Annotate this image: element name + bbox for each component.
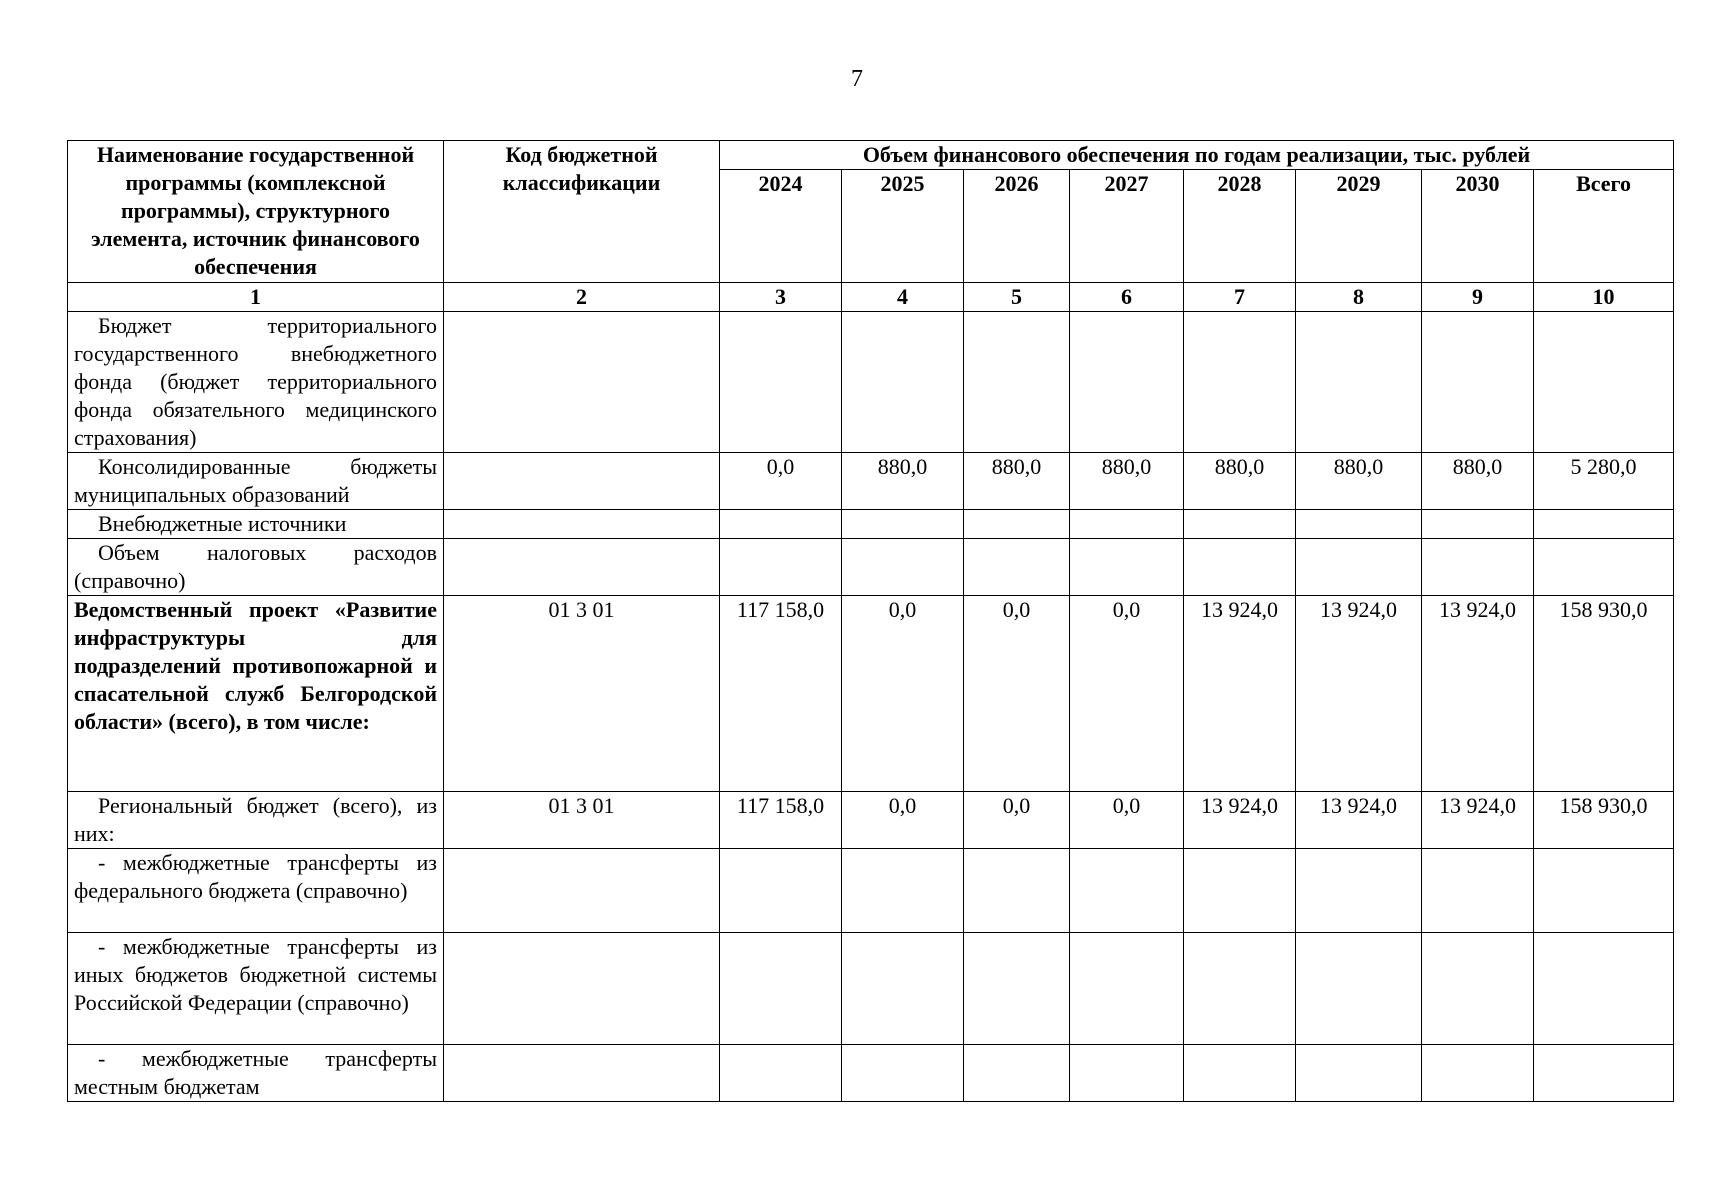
row-year-value [1184, 933, 1296, 1045]
row-year-value [1070, 849, 1184, 933]
header-year: 2029 [1296, 170, 1422, 283]
row-code: 01 3 01 [444, 596, 720, 792]
column-number: 3 [720, 283, 842, 312]
row-year-value [1070, 510, 1184, 539]
row-year-value [720, 539, 842, 596]
row-name: - межбюджетные трансферты из федерального бюджета (справочно) [68, 849, 444, 933]
header-year: 2027 [1070, 170, 1184, 283]
row-year-value [964, 539, 1070, 596]
column-number: 5 [964, 283, 1070, 312]
row-total-value [1534, 1045, 1674, 1102]
row-year-value [842, 1045, 964, 1102]
row-year-value: 880,0 [1070, 453, 1184, 510]
column-number: 8 [1296, 283, 1422, 312]
header-year: 2030 [1422, 170, 1534, 283]
table-row [68, 792, 1674, 849]
row-name: - межбюджетные трансферты местным бюджетам [68, 1045, 444, 1102]
table-row [68, 933, 1674, 1045]
row-year-value [1070, 933, 1184, 1045]
header-year: 2025 [842, 170, 964, 283]
row-name: Внебюджетные источники [68, 510, 444, 539]
table-row [68, 510, 1674, 539]
row-year-value: 117 158,0 [720, 792, 842, 849]
page-number: 7 [851, 66, 863, 92]
row-year-value [842, 849, 964, 933]
row-year-value: 880,0 [1422, 453, 1534, 510]
header-code-column: Код бюджетной классификации [444, 141, 720, 283]
row-year-value [1422, 312, 1534, 453]
column-number: 9 [1422, 283, 1534, 312]
row-year-value [964, 510, 1070, 539]
row-year-value: 13 924,0 [1422, 792, 1534, 849]
row-name: Ведомственный проект «Развитие инфраструктуры для подразделений противопожарной и спасательной служб Белгородской области» (всего), в том числе: [68, 596, 444, 792]
row-name: Региональный бюджет (всего), из них: [68, 792, 444, 849]
row-year-value [1184, 849, 1296, 933]
row-code [444, 453, 720, 510]
row-year-value [842, 510, 964, 539]
row-year-value: 0,0 [964, 792, 1070, 849]
row-year-value [720, 1045, 842, 1102]
header-year: 2024 [720, 170, 842, 283]
row-name: Бюджет территориального государственного внебюджетного фонда (бюджет территориального фонда обязательного медицинского страхования) [68, 312, 444, 453]
row-year-value [720, 849, 842, 933]
row-year-value [964, 933, 1070, 1045]
row-year-value [1296, 1045, 1422, 1102]
row-year-value: 880,0 [1296, 453, 1422, 510]
header-volume-group: Объем финансового обеспечения по годам реализации, тыс. рублей [720, 141, 1674, 170]
row-year-value [720, 510, 842, 539]
row-year-value: 0,0 [964, 596, 1070, 792]
row-code [444, 539, 720, 596]
column-number: 6 [1070, 283, 1184, 312]
row-name: Консолидированные бюджеты муниципальных образований [68, 453, 444, 510]
row-year-value [1070, 312, 1184, 453]
row-year-value [1296, 539, 1422, 596]
column-number: 1 [68, 283, 444, 312]
row-name: - межбюджетные трансферты из иных бюджетов бюджетной системы Российской Федерации (справочно) [68, 933, 444, 1045]
row-year-value: 0,0 [842, 792, 964, 849]
row-year-value [1296, 510, 1422, 539]
row-year-value: 0,0 [842, 596, 964, 792]
row-year-value [842, 933, 964, 1045]
row-year-value: 880,0 [1184, 453, 1296, 510]
row-year-value [1422, 849, 1534, 933]
row-year-value [1422, 510, 1534, 539]
row-year-value [1422, 1045, 1534, 1102]
row-year-value: 0,0 [1070, 792, 1184, 849]
row-year-value [720, 933, 842, 1045]
row-name: Объем налоговых расходов (справочно) [68, 539, 444, 596]
row-total-value: 158 930,0 [1534, 792, 1674, 849]
row-year-value [842, 539, 964, 596]
header-year: 2026 [964, 170, 1070, 283]
row-year-value [1184, 312, 1296, 453]
row-code [444, 933, 720, 1045]
column-number: 7 [1184, 283, 1296, 312]
header-year: 2028 [1184, 170, 1296, 283]
row-code [444, 510, 720, 539]
row-year-value: 13 924,0 [1422, 596, 1534, 792]
row-total-value [1534, 933, 1674, 1045]
row-year-value: 13 924,0 [1184, 596, 1296, 792]
table-row [68, 539, 1674, 596]
row-year-value [1296, 849, 1422, 933]
header-total: Всего [1534, 170, 1674, 283]
row-year-value: 13 924,0 [1296, 596, 1422, 792]
row-year-value [1296, 933, 1422, 1045]
row-year-value: 117 158,0 [720, 596, 842, 792]
row-year-value: 880,0 [964, 453, 1070, 510]
row-year-value [1422, 539, 1534, 596]
row-year-value: 13 924,0 [1296, 792, 1422, 849]
table-row [68, 1045, 1674, 1102]
row-year-value [1070, 539, 1184, 596]
row-year-value: 880,0 [842, 453, 964, 510]
row-year-value [1296, 312, 1422, 453]
row-total-value [1534, 312, 1674, 453]
row-total-value: 5 280,0 [1534, 453, 1674, 510]
financing-table [67, 140, 1674, 1102]
row-year-value [1070, 1045, 1184, 1102]
table-body [68, 312, 1674, 1102]
table-row [68, 453, 1674, 510]
row-year-value [1184, 539, 1296, 596]
row-total-value [1534, 849, 1674, 933]
row-year-value [1422, 933, 1534, 1045]
row-total-value [1534, 539, 1674, 596]
row-year-value: 0,0 [1070, 596, 1184, 792]
row-year-value [1184, 1045, 1296, 1102]
row-year-value [720, 312, 842, 453]
row-code [444, 312, 720, 453]
table-row [68, 849, 1674, 933]
row-year-value [1184, 510, 1296, 539]
column-number: 4 [842, 283, 964, 312]
row-code [444, 849, 720, 933]
row-year-value [964, 312, 1070, 453]
row-code [444, 1045, 720, 1102]
column-number: 10 [1534, 283, 1674, 312]
row-total-value [1534, 510, 1674, 539]
column-number: 2 [444, 283, 720, 312]
header-name-column: Наименование государственной программы (комплексной программы), структурного элемента, источник финансового обеспечения [68, 141, 444, 283]
row-year-value [964, 1045, 1070, 1102]
row-year-value [842, 312, 964, 453]
row-year-value [964, 849, 1070, 933]
row-total-value: 158 930,0 [1534, 596, 1674, 792]
row-year-value: 13 924,0 [1184, 792, 1296, 849]
row-code: 01 3 01 [444, 792, 720, 849]
table-row [68, 596, 1674, 792]
table-row [68, 312, 1674, 453]
row-year-value: 0,0 [720, 453, 842, 510]
